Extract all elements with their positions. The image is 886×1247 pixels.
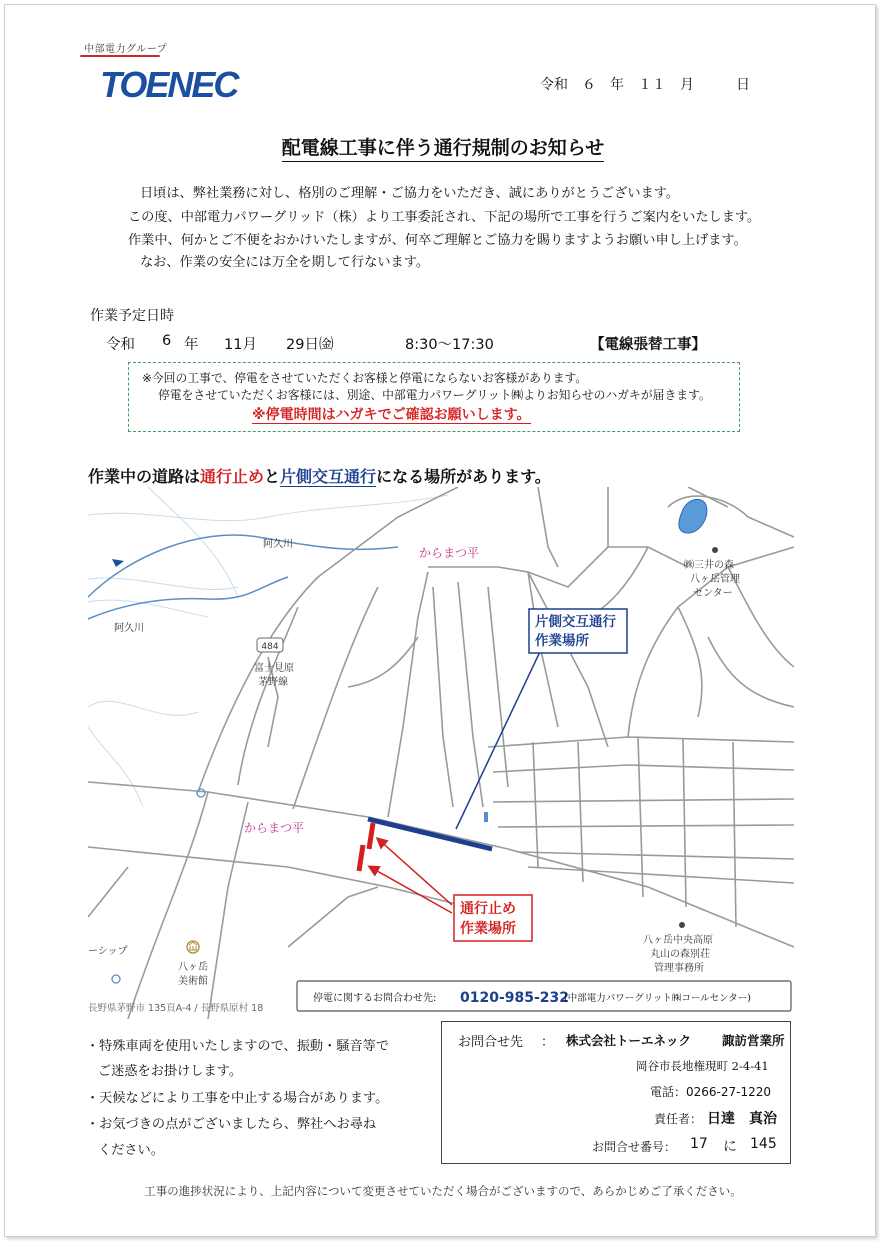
map-label-mitsui-1: ㈱三井の森 <box>684 560 734 571</box>
closed-callout-line-1: 通行止め <box>460 901 516 917</box>
bullet-line-3: ・天候などにより工事を中止する場合があります。 <box>86 1091 389 1106</box>
contact-phone: 電話：0266-27-1220 <box>650 1085 772 1099</box>
intro-line-4: なお、作業の安全には万全を期して行ないます。 <box>140 255 430 270</box>
schedule-era: 令和 <box>106 337 135 353</box>
road-headline: 作業中の道路は通行止めと片側交互通行になる場所があります。 <box>88 464 551 489</box>
page-title: 配電線工事に伴う通行規制のお知らせ <box>0 133 886 160</box>
bullet-line-1: ・特殊車両を使用いたしますので、振動・騒音等で <box>86 1039 390 1054</box>
bullet-line-5: ください。 <box>98 1143 164 1158</box>
schedule-year: 6 <box>162 333 172 349</box>
contact-office: 諏訪営業所 <box>722 1033 785 1048</box>
map-label-akyu-river-1: 阿久川 <box>263 539 293 550</box>
map-label-mitsui-2: 八ヶ岳管理 <box>690 574 740 585</box>
map-label-karamatsudaira-top: からまつ平 <box>419 546 480 560</box>
outage-label: 停電に関するお問合わせ先: <box>313 993 437 1004</box>
mitsui-marker-icon <box>712 547 718 553</box>
schedule-work-type: 【電線張替工事】 <box>590 337 706 353</box>
map-label-museum-1: 八ヶ岳 <box>178 962 208 973</box>
contact-company: 株式会社トーエネック <box>566 1033 692 1048</box>
contact-inquiry-1: 17 <box>690 1136 708 1152</box>
alternating-callout-line-1: 片側交互通行 <box>535 614 616 630</box>
schedule-label: 作業予定日時 <box>90 308 174 324</box>
alternating-callout-line-2: 作業場所 <box>535 633 589 649</box>
route-number: 484 <box>261 642 279 652</box>
intro-line-1: 日頃は、弊社業務に対し、格別のご理解・ご協力をいただき、誠にありがとうございます。 <box>140 186 680 201</box>
outage-org: (中部電力パワーグリット㈱コールセンター) <box>564 993 751 1004</box>
map-attribution: 長野県茅野市 135頁A-4 / 長野県原村 18 <box>88 1003 264 1014</box>
notice-date: 令和 ６ 年 １１ 月 日 <box>540 77 750 93</box>
contact-manager-name: 日達 真治 <box>707 1111 777 1127</box>
map-label-yatsu-1: 八ヶ岳中央高原 <box>643 935 713 946</box>
map-label-shop: ーシップ <box>88 946 128 957</box>
notice-line-2: 停電をさせていただくお客様には、別途、中部電力パワーグリット㈱よりお知らせのハガキが届きます。 <box>158 388 711 402</box>
map-label-museum-2: 美術館 <box>178 976 208 987</box>
notice-line-3: ※停電時間はハガキでご確認お願いします。 <box>252 407 531 423</box>
contact-colon: ： <box>541 1035 555 1050</box>
group-swoosh <box>80 55 160 57</box>
intro-line-3: 作業中、何かとご不便をおかけいたしますが、何卒ご理解とご協力を賜りますようお願い申し上げます。 <box>128 233 747 248</box>
schedule-year-unit: 年 <box>184 337 199 353</box>
map-label-yatsu-3: 管理事務所 <box>654 963 704 974</box>
contact-manager-label: 責任者： <box>654 1112 703 1126</box>
contact-inquiry-3: 145 <box>750 1136 777 1152</box>
group-label: 中部電力グループ <box>84 44 168 55</box>
outage-phone: 0120-985-232 <box>460 990 570 1006</box>
schedule-month: 11月 <box>224 337 257 353</box>
schedule-time: 8:30〜17:30 <box>405 337 494 353</box>
contact-address: 岡谷市長地権現町 2-4-41 <box>636 1059 769 1073</box>
closed-callout-line-2: 作業場所 <box>460 921 516 937</box>
intro-line-2: この度、中部電力パワーグリッド（株）より工事委託され、下記の場所で工事を行うご案内をいたします。 <box>128 210 761 225</box>
bullet-line-2: ご迷惑をお掛けします。 <box>98 1064 243 1079</box>
work-area-map <box>88 487 794 1019</box>
map-label-karamatsudaira-bottom: からまつ平 <box>244 821 305 835</box>
contact-label: お問合せ先 <box>458 1035 524 1050</box>
map-label-route-name-2: 茅野線 <box>258 677 288 688</box>
map-label-route-name-1: 富士見原 <box>254 663 294 674</box>
yatsu-office-marker-icon <box>679 922 685 928</box>
contact-inquiry-label: お問合せ番号： <box>592 1140 677 1154</box>
bullet-line-4: ・お気づきの点がございましたら、弊社へお尋ね <box>86 1117 377 1132</box>
map-label-mitsui-3: センター <box>693 588 733 599</box>
notice-line-1: ※今回の工事で、停電をさせていただくお客様と停電にならないお客様があります。 <box>142 371 588 385</box>
map-label-akyu-river-2: 阿久川 <box>114 623 144 634</box>
footer-note: 工事の進捗状況により、上記内容について変更させていただく場合がございますので、あらかじめご了承ください。 <box>144 1184 742 1198</box>
contact-inquiry-2: に <box>723 1139 737 1155</box>
company-logo: TOENEC <box>100 64 238 105</box>
schedule-day: 29日㈮ <box>286 337 334 353</box>
map-label-yatsu-2: 丸山の森別荘 <box>650 949 710 960</box>
